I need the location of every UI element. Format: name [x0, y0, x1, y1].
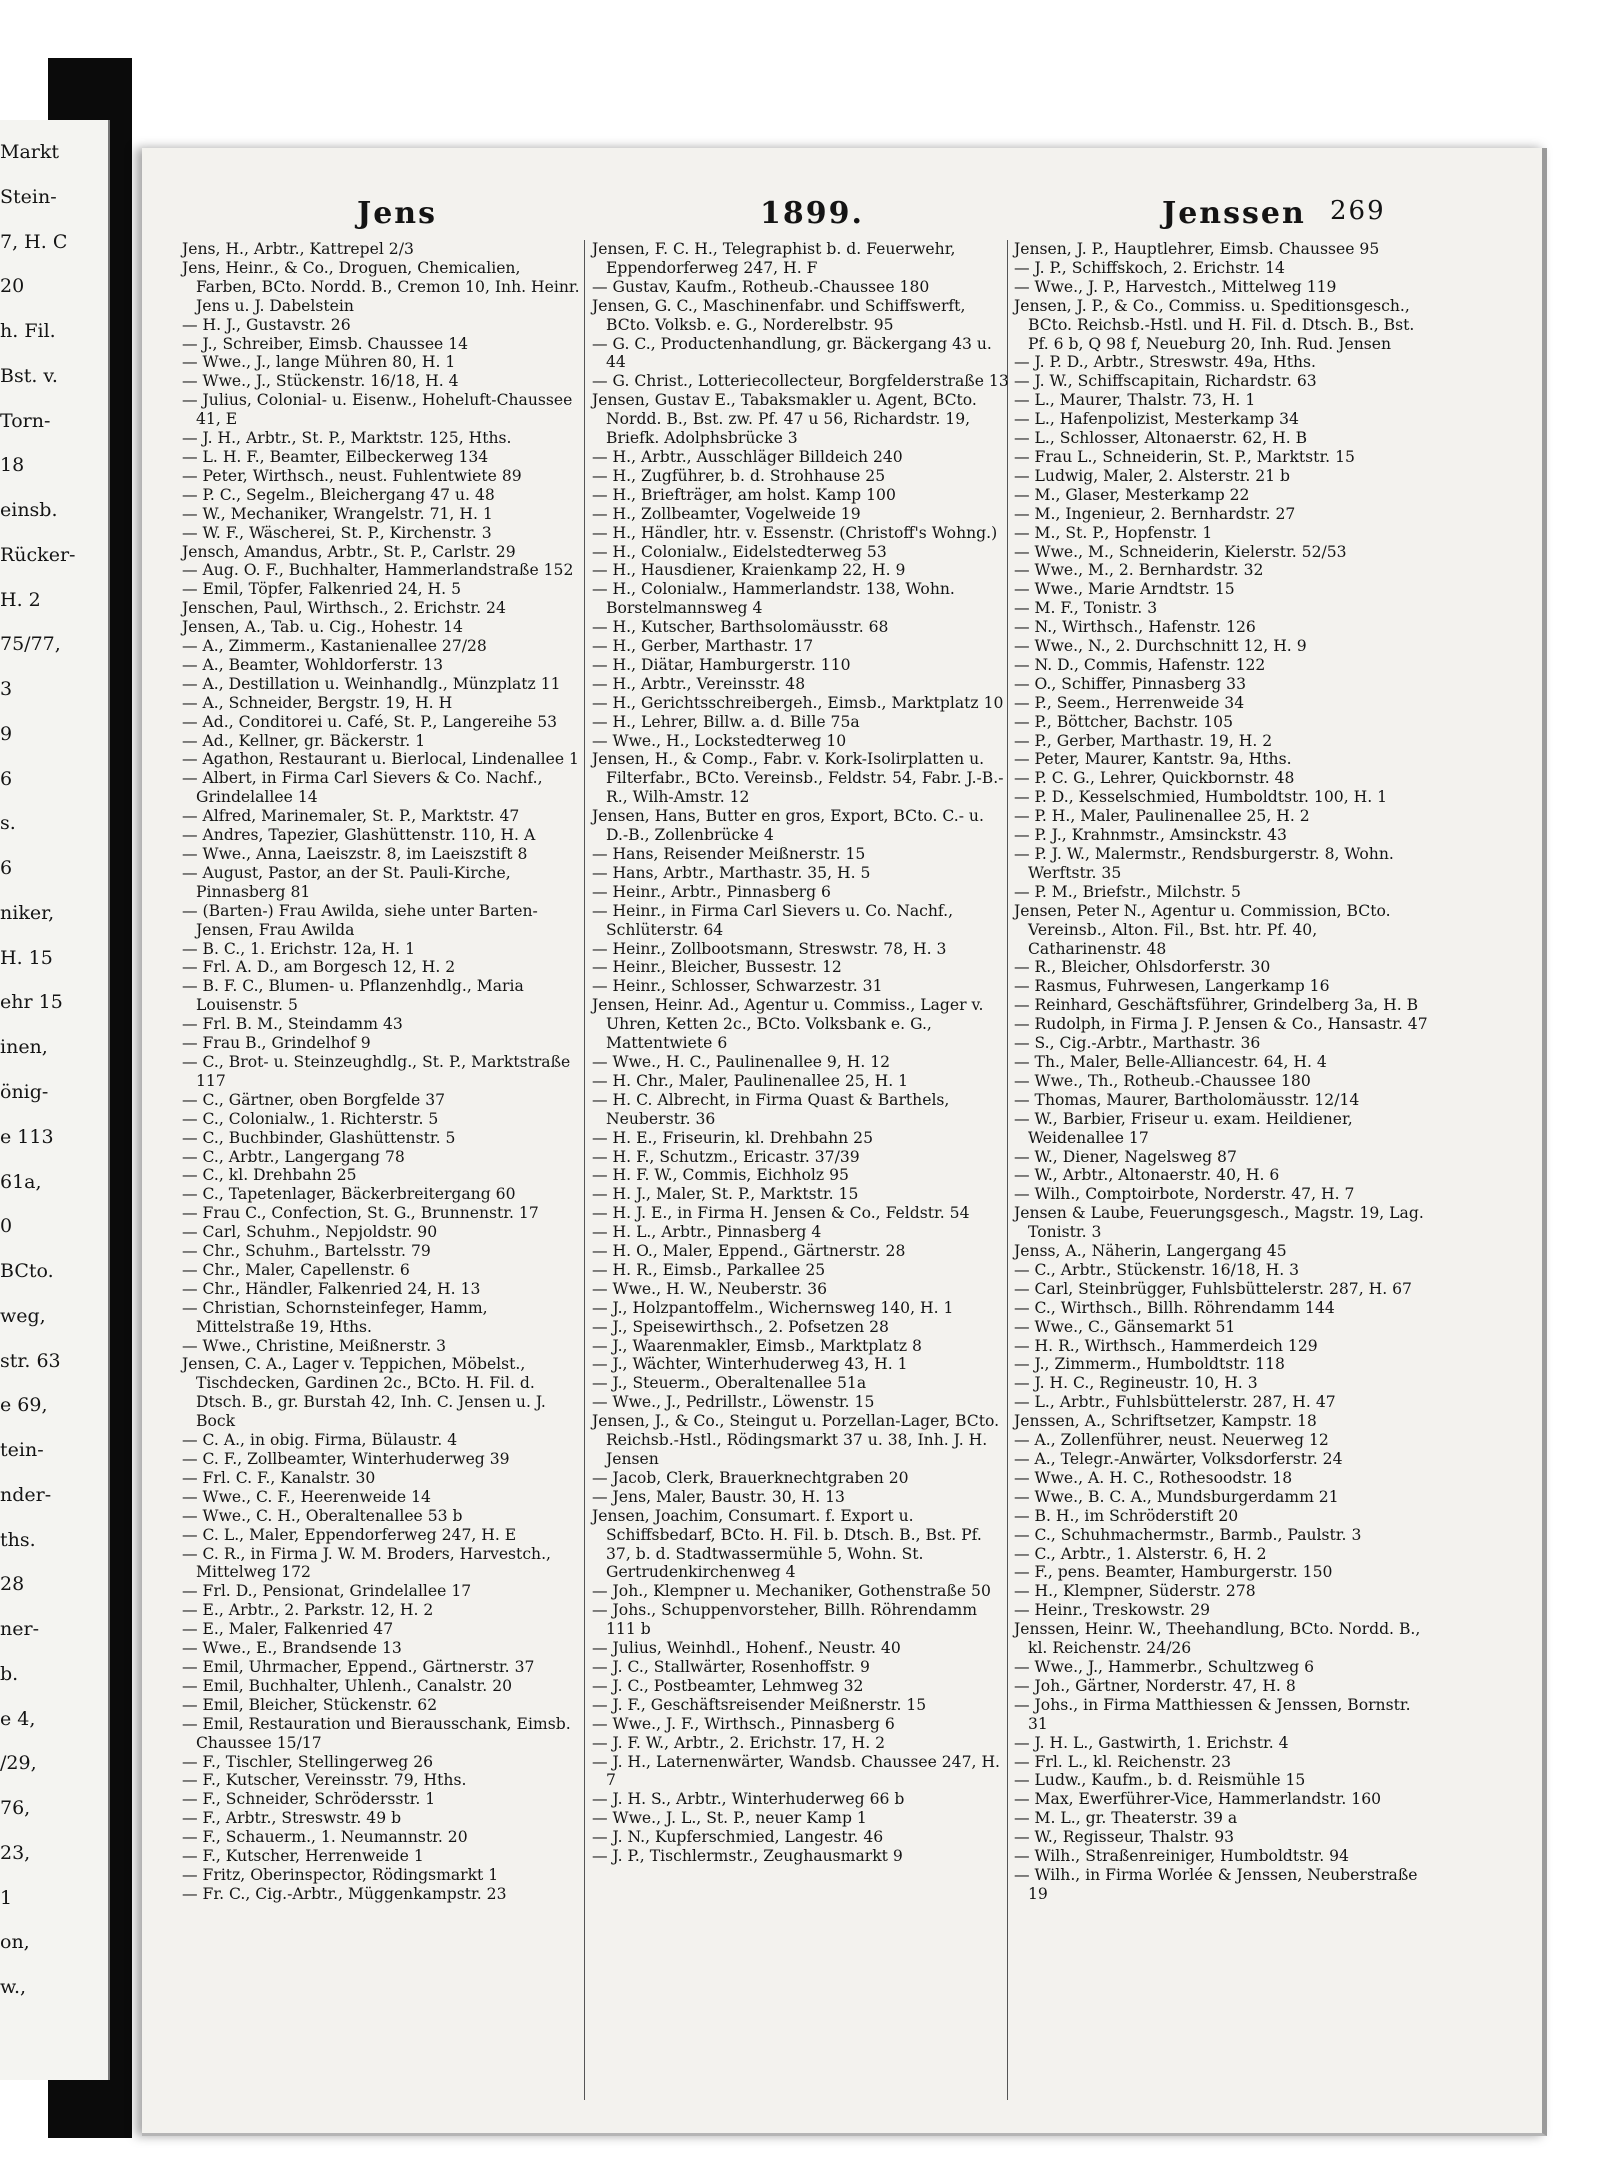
directory-entry: — P. C., Segelm., Bleichergang 47 u. 48 [182, 485, 495, 504]
directory-entry: Jensen, C. A., Lager v. Teppichen, Möbelst., Tischdecken, Gardinen 2c., BCto. H. Fil. d. Dtsch. B., gr. Burstah 42, Inh. C. Jensen u. J. Bock [182, 1355, 546, 1431]
directory-entry: — C., Gärtner, oben Borgfelde 37 [182, 1090, 446, 1109]
previous-page-fragment: e 4, [0, 1707, 36, 1730]
directory-entry: Jenssen, Heinr. W., Theehandlung, BCto. Nordd. B., kl. Reichenstr. 24/26 [1014, 1620, 1421, 1658]
directory-entry: — J. H., Arbtr., St. P., Marktstr. 125, Hths. [182, 429, 512, 448]
directory-entry: — L., Arbtr., Fuhlsbüttelerstr. 287, H. 47 [1014, 1393, 1336, 1412]
directory-entry: — P. M., Briefstr., Milchstr. 5 [1014, 882, 1241, 901]
directory-entry: — Johs., in Firma Matthiessen & Jenssen, Bornstr. 31 [1014, 1695, 1411, 1733]
previous-page-fragment: nder- [0, 1483, 52, 1506]
directory-entry: Jenssen, A., Schriftsetzer, Kampstr. 18 [1014, 1412, 1317, 1431]
directory-entry: — F., Kutscher, Herrenweide 1 [182, 1847, 424, 1866]
directory-entry: — Wilh., in Firma Worlée & Jenssen, Neuberstraße 19 [1014, 1865, 1418, 1903]
directory-entry: — P. J., Krahnmstr., Amsinckstr. 43 [1014, 826, 1287, 845]
directory-entry: — J. W., Schiffscapitain, Richardstr. 63 [1014, 372, 1317, 391]
directory-entry: Jensen, Joachim, Consumart. f. Export u. Schiffsbedarf, BCto. H. Fil. b. Dtsch. B., Bst. Pf. 37, b. d. Stadtwassermühle 5, Wohn. St. Gertrudenkirchenweg 4 [592, 1506, 982, 1582]
directory-entry: — Alfred, Marinemaler, St. P., Marktstr. 47 [182, 807, 520, 826]
previous-page-fragment: 1 [0, 1886, 13, 1909]
directory-entry: — C., Arbtr., 1. Alsterstr. 6, H. 2 [1014, 1544, 1267, 1563]
directory-entry: Jensen, Peter N., Agentur u. Commission, BCto. Vereinsb., Alton. Fil., Bst. htr. Pf. 40, Catharinenstr. 48 [1014, 901, 1391, 958]
directory-entry: Jensch, Amandus, Arbtr., St. P., Carlstr. 29 [182, 542, 516, 561]
directory-entry: — Frau L., Schneiderin, St. P., Marktstr. 15 [1014, 447, 1355, 466]
directory-entry: — L., Schlosser, Altonaerstr. 62, H. B [1014, 429, 1308, 448]
previous-page-fragment: H. 15 [0, 946, 53, 969]
directory-entry: — N., Wirthsch., Hafenstr. 126 [1014, 618, 1256, 637]
previous-page-fragment: 18 [0, 454, 25, 477]
directory-entry: — B. H., im Schröderstift 20 [1014, 1506, 1239, 1525]
directory-entry: — H., Gerichtsschreibergeh., Eimsb., Marktplatz 10 [592, 693, 1004, 712]
directory-entry: — Frl. B. M., Steindamm 43 [182, 1015, 403, 1034]
directory-entry: — C. A., in obig. Firma, Bülaustr. 4 [182, 1431, 458, 1450]
directory-entry: — A., Schneider, Bergstr. 19, H. H [182, 693, 453, 712]
directory-entry: — J., Steuerm., Oberaltenallee 51a [592, 1374, 867, 1393]
directory-entry: — H. R., Eimsb., Parkallee 25 [592, 1260, 826, 1279]
directory-entry: — J. H. S., Arbtr., Winterhuderweg 66 b [592, 1790, 905, 1809]
directory-entry: — H. F. W., Commis, Eichholz 95 [592, 1166, 849, 1185]
directory-entry: — Chr., Maler, Capellenstr. 6 [182, 1260, 410, 1279]
directory-entry: — Wwe., N., 2. Durchschnitt 12, H. 9 [1014, 637, 1307, 656]
directory-entry: — W., Arbtr., Altonaerstr. 40, H. 6 [1014, 1166, 1280, 1185]
directory-entry: — Albert, in Firma Carl Sievers & Co. Nachf., Grindelallee 14 [182, 769, 543, 807]
directory-entry: — Jacob, Clerk, Brauerknechtgraben 20 [592, 1468, 909, 1487]
directory-entry: Jenss, A., Näherin, Langergang 45 [1014, 1242, 1287, 1261]
directory-entry: — W., Regisseur, Thalstr. 93 [1014, 1828, 1235, 1847]
directory-entry: — Gustav, Kaufm., Rotheub.-Chaussee 180 [592, 277, 930, 296]
directory-entry: — G. Christ., Lotteriecollecteur, Borgfelderstraße 13 [592, 372, 1009, 391]
directory-entry: — C. R., in Firma J. W. M. Broders, Harvestch., Mittelweg 172 [182, 1544, 552, 1582]
directory-entry: — Heinr., Treskowstr. 29 [1014, 1601, 1211, 1620]
previous-page-fragment: Bst. v. [0, 364, 58, 387]
column-divider [584, 240, 585, 2100]
previous-page-fragment: e 113 [0, 1125, 54, 1148]
directory-entry: — P., Böttcher, Bachstr. 105 [1014, 712, 1234, 731]
directory-entry: — L., Hafenpolizist, Mesterkamp 34 [1014, 410, 1299, 429]
directory-entry: Jensen, J., & Co., Steingut u. Porzellan-Lager, BCto. Reichsb.-Hstl., Rödingsmarkt 37 u. 38, Inh. J. H. Jensen [592, 1412, 1000, 1468]
directory-entry: — Fr. C., Cig.-Arbtr., Müggenkampstr. 23 [182, 1884, 507, 1903]
previous-page-fragment: H. 2 [0, 588, 41, 611]
directory-entry: Jensen, A., Tab. u. Cig., Hohestr. 14 [182, 618, 463, 637]
directory-entry: — Wwe., J., Stückenstr. 16/18, H. 4 [182, 372, 459, 391]
directory-entry: — Frl. C. F., Kanalstr. 30 [182, 1468, 376, 1487]
previous-page-fragment: e 69, [0, 1394, 48, 1417]
directory-entry: — H., Klempner, Süderstr. 278 [1014, 1582, 1256, 1601]
directory-entry: — H., Hausdiener, Kraienkamp 22, H. 9 [592, 561, 906, 580]
directory-entry: — Wwe., Christine, Meißnerstr. 3 [182, 1336, 447, 1355]
previous-page-fragment: 28 [0, 1573, 25, 1596]
directory-entry: — Ludwig, Maler, 2. Alsterstr. 21 b [1014, 466, 1291, 485]
directory-entry: — Julius, Weinhdl., Hohenf., Neustr. 40 [592, 1639, 901, 1658]
directory-entry: — Rudolph, in Firma J. P. Jensen & Co., Hansastr. 47 [1014, 1015, 1428, 1034]
directory-entry: — G. C., Productenhandlung, gr. Bäckergang 43 u. 44 [592, 334, 992, 372]
directory-entry: Jensen & Laube, Feuerungsgesch., Magstr. 19, Lag. Tonistr. 3 [1014, 1204, 1424, 1242]
directory-entry: — N. D., Commis, Hafenstr. 122 [1014, 655, 1266, 674]
directory-entry: — H., Diätar, Hamburgerstr. 110 [592, 655, 851, 674]
directory-entry: — S., Cig.-Arbtr., Marthastr. 36 [1014, 1034, 1261, 1053]
directory-entry: — J., Waarenmakler, Eimsb., Marktplatz 8 [592, 1336, 922, 1355]
directory-entry: — J. P. D., Arbtr., Streswstr. 49a, Hths. [1014, 353, 1316, 372]
directory-entry: — August, Pastor, an der St. Pauli-Kirche, Pinnasberg 81 [182, 863, 511, 901]
directory-entry: — Thomas, Maurer, Bartholomäusstr. 12/14 [1014, 1090, 1360, 1109]
directory-entry: — Wwe., B. C. A., Mundsburgerdamm 21 [1014, 1487, 1339, 1506]
directory-entry: — J. C., Postbeamter, Lehmweg 32 [592, 1676, 864, 1695]
directory-entry: — F., Schneider, Schrödersstr. 1 [182, 1790, 436, 1809]
previous-page-fragment: inen, [0, 1036, 48, 1059]
directory-entry: — M. F., Tonistr. 3 [1014, 599, 1158, 618]
directory-entry: — W., Mechaniker, Wrangelstr. 71, H. 1 [182, 504, 493, 523]
directory-entry: — (Barten-) Frau Awilda, siehe unter Barten-Jensen, Frau Awilda [182, 901, 538, 939]
directory-entry: — P., Gerber, Marthastr. 19, H. 2 [1014, 731, 1273, 750]
directory-entry: — Wwe., J. P., Harvestch., Mittelweg 119 [1014, 277, 1337, 296]
directory-entry: — B. F. C., Blumen- u. Pflanzenhdlg., Maria Louisenstr. 5 [182, 977, 524, 1015]
directory-entry: Jens, Heinr., & Co., Droguen, Chemicalien, Farben, BCto. Nordd. B., Cremon 10, Inh. Heinr. Jens u. J. Dabelstein [182, 258, 580, 315]
directory-entry: — Emil, Buchhalter, Uhlenh., Canalstr. 20 [182, 1676, 513, 1695]
directory-entry: — Wwe., E., Brandsende 13 [182, 1639, 402, 1658]
directory-entry: — H., Zollbeamter, Vogelweide 19 [592, 504, 861, 523]
directory-entry: — M., St. P., Hopfenstr. 1 [1014, 523, 1213, 542]
directory-entry: — Julius, Colonial- u. Eisenw., Hoheluft-Chaussee 41, E [182, 391, 573, 429]
directory-entry: — J., Zimmerm., Humboldtstr. 118 [1014, 1355, 1285, 1374]
previous-page-fragment: 75/77, [0, 633, 61, 656]
previous-page-fragment: Markt [0, 141, 60, 163]
directory-entry: — C., Arbtr., Langergang 78 [182, 1147, 405, 1166]
directory-entry: — Rasmus, Fuhrwesen, Langerkamp 16 [1014, 977, 1330, 996]
directory-entry: — M., Glaser, Mesterkamp 22 [1014, 485, 1250, 504]
previous-page-fragment: ehr 15 [0, 991, 63, 1014]
previous-page-fragment: ths. [0, 1528, 36, 1551]
directory-entry: — Ad., Kellner, gr. Bäckerstr. 1 [182, 731, 426, 750]
directory-entry: — J. N., Kupferschmied, Langestr. 46 [592, 1828, 884, 1847]
directory-entry: — Emil, Töpfer, Falkenried 24, H. 5 [182, 580, 461, 599]
directory-entry: — Christian, Schornsteinfeger, Hamm, Mittelstraße 19, Hths. [182, 1298, 488, 1336]
directory-entry: — Wwe., C. F., Heerenweide 14 [182, 1487, 431, 1506]
page-header [142, 196, 1542, 236]
directory-entry: — Emil, Restauration und Bierausschank, Eimsb. Chaussee 15/17 [182, 1714, 571, 1752]
directory-entry: — Frau B., Grindelhof 9 [182, 1034, 371, 1053]
directory-entry: — H., Arbtr., Ausschläger Billdeich 240 [592, 447, 903, 466]
previous-page-fragment: önig- [0, 1081, 49, 1103]
directory-entry: — H., Zugführer, b. d. Strohhause 25 [592, 466, 886, 485]
previous-page-fragment: Torn- [0, 409, 51, 432]
directory-entry: — H., Händler, htr. v. Essenstr. (Christoff's Wohng.) [592, 523, 998, 542]
directory-entry: — Peter, Maurer, Kantstr. 9a, Hths. [1014, 750, 1292, 769]
directory-entry: — W. F., Wäscherei, St. P., Kirchenstr. 3 [182, 523, 492, 542]
directory-entry: — H. Chr., Maler, Paulinenallee 25, H. 1 [592, 1071, 909, 1090]
previous-page-fragment: 0 [0, 1215, 13, 1238]
directory-entry: — F., Tischler, Stellingerweg 26 [182, 1752, 434, 1771]
directory-entry: — Heinr., Arbtr., Pinnasberg 6 [592, 882, 831, 901]
directory-entry: — Heinr., Schlosser, Schwarzestr. 31 [592, 977, 883, 996]
directory-entry: — Wwe., J. L., St. P., neuer Kamp 1 [592, 1809, 867, 1828]
directory-column-1 [182, 240, 582, 1904]
directory-entry: — Frl. A. D., am Borgesch 12, H. 2 [182, 958, 456, 977]
directory-entry: — Wwe., C., Gänsemarkt 51 [1014, 1317, 1236, 1336]
directory-entry: Jensen, Hans, Butter en gros, Export, BCto. C.- u. D.-B., Zollenbrücke 4 [592, 807, 984, 845]
directory-entry: — Wwe., J., Pedrillstr., Löwenstr. 15 [592, 1393, 875, 1412]
directory-entry: — Peter, Wirthsch., neust. Fuhlentwiete 89 [182, 466, 522, 485]
directory-entry: — J., Holzpantoffelm., Wichernsweg 140, H. 1 [592, 1298, 954, 1317]
directory-entry: — Th., Maler, Belle-Alliancestr. 64, H. 4 [1014, 1052, 1327, 1071]
directory-entry: — J. F., Geschäftsreisender Meißnerstr. 15 [592, 1695, 927, 1714]
directory-entry: — Wwe., H. W., Neuberstr. 36 [592, 1279, 828, 1298]
directory-entry: — J., Wächter, Winterhuderweg 43, H. 1 [592, 1355, 908, 1374]
directory-entry: — Carl, Steinbrügger, Fuhlsbüttelerstr. 287, H. 67 [1014, 1279, 1412, 1298]
directory-entry: — Heinr., Bleicher, Bussestr. 12 [592, 958, 842, 977]
directory-entry: — C., Buchbinder, Glashüttenstr. 5 [182, 1128, 456, 1147]
directory-entry: — C., Colonialw., 1. Richterstr. 5 [182, 1109, 439, 1128]
directory-entry: — F., Kutscher, Vereinsstr. 79, Hths. [182, 1771, 467, 1790]
previous-page-fragment: 3 [0, 678, 13, 701]
directory-entry: — H., Colonialw., Eidelstedterweg 53 [592, 542, 887, 561]
directory-entry: — Max, Ewerführer-Vice, Hammerlandstr. 160 [1014, 1790, 1382, 1809]
directory-entry: — H. O., Maler, Eppend., Gärtnerstr. 28 [592, 1242, 906, 1261]
directory-entry: Jenschen, Paul, Wirthsch., 2. Erichstr. 24 [182, 599, 506, 618]
directory-entry: — Joh., Klempner u. Mechaniker, Gothenstraße 50 [592, 1582, 991, 1601]
directory-entry: — H. E., Friseurin, kl. Drehbahn 25 [592, 1128, 873, 1147]
directory-entry: — J., Schreiber, Eimsb. Chaussee 14 [182, 334, 469, 353]
directory-entry: — F., Arbtr., Streswstr. 49 b [182, 1809, 402, 1828]
directory-entry: — Emil, Bleicher, Stückenstr. 62 [182, 1695, 438, 1714]
directory-entry: — Emil, Uhrmacher, Eppend., Gärtnerstr. 37 [182, 1657, 535, 1676]
directory-entry: — C., Schuhmachermstr., Barmb., Paulstr. 3 [1014, 1525, 1362, 1544]
directory-entry: — J. P., Tischlermstr., Zeughausmarkt 9 [592, 1847, 903, 1866]
directory-entry: — J. F. W., Arbtr., 2. Erichstr. 17, H. 2 [592, 1733, 886, 1752]
previous-page-fragment: Rücker- [0, 543, 76, 566]
directory-entry: — P. D., Kesselschmied, Humboldtstr. 100, H. 1 [1014, 788, 1388, 807]
directory-entry: — J. H. L., Gastwirth, 1. Erichstr. 4 [1014, 1733, 1289, 1752]
directory-entry: — L. H. F., Beamter, Eilbeckerweg 134 [182, 447, 489, 466]
directory-entry: — C., Brot- u. Steinzeughdlg., St. P., Marktstraße 117 [182, 1052, 571, 1090]
directory-entry: — Chr., Schuhm., Bartelsstr. 79 [182, 1242, 431, 1261]
previous-page-edge [0, 120, 110, 2080]
directory-entry: — Frl. L., kl. Reichenstr. 23 [1014, 1752, 1232, 1771]
directory-entry: — J. P., Schiffskoch, 2. Erichstr. 14 [1014, 258, 1285, 277]
directory-entry: — Ad., Conditorei u. Café, St. P., Langereihe 53 [182, 712, 558, 731]
directory-entry: — P. H., Maler, Paulinenallee 25, H. 2 [1014, 807, 1310, 826]
directory-entry: Jensen, H., & Comp., Fabr. v. Kork-Isolirplatten u. Filterfabr., BCto. Vereinsb., Feldstr. 54, Fabr. J.-B.-R., Wilh-Amstr. 12 [592, 750, 1004, 807]
directory-entry: — Reinhard, Geschäftsführer, Grindelberg 3a, H. B [1014, 996, 1419, 1015]
directory-entry: — H. F., Schutzm., Ericastr. 37/39 [592, 1147, 860, 1166]
directory-entry: Jens, H., Arbtr., Kattrepel 2/3 [182, 240, 414, 258]
directory-entry: — H. J., Gustavstr. 26 [182, 315, 351, 334]
directory-column-3 [1014, 240, 1432, 1904]
previous-page-fragment: 61a, [0, 1170, 42, 1193]
previous-page-fragment: 7, H. C [0, 230, 68, 253]
directory-entry: Jensen, Heinr. Ad., Agentur u. Commiss., Lager v. Uhren, Ketten 2c., BCto. Volksbank e. G., Mattentwiete 6 [592, 996, 984, 1053]
directory-entry: Jensen, J. P., & Co., Commiss. u. Speditionsgesch., BCto. Reichsb.-Hstl. und H. Fil. d. Dtsch. B., Bst. Pf. 6 b, Q 98 f, Neueburg 20, Inh. Rud. Jensen [1014, 296, 1415, 353]
directory-entry: — M., Ingenieur, 2. Bernhardstr. 27 [1014, 504, 1296, 523]
directory-entry: — J. C., Stallwärter, Rosenhoffstr. 9 [592, 1657, 870, 1676]
directory-entry: — H., Briefträger, am holst. Kamp 100 [592, 485, 896, 504]
directory-entry: — C., Arbtr., Stückenstr. 16/18, H. 3 [1014, 1260, 1300, 1279]
previous-page-fragment: 9 [0, 722, 13, 745]
directory-entry: — Wwe., Th., Rotheub.-Chaussee 180 [1014, 1071, 1311, 1090]
directory-entry: — Heinr., in Firma Carl Sievers u. Co. Nachf., Schlüterstr. 64 [592, 901, 954, 939]
directory-entry: — Wwe., J., lange Mühren 80, H. 1 [182, 353, 456, 372]
directory-entry: — Heinr., Zollbootsmann, Streswstr. 78, H. 3 [592, 939, 947, 958]
directory-entry: — Hans, Arbtr., Marthastr. 35, H. 5 [592, 863, 871, 882]
previous-page-fragment: ner- [0, 1618, 39, 1641]
directory-entry: — P. C. G., Lehrer, Quickbornstr. 48 [1014, 769, 1295, 788]
previous-page-fragment: s. [0, 812, 16, 835]
directory-entry: — Wwe., H., Lockstedterweg 10 [592, 731, 847, 750]
directory-entry: — P. J. W., Malermstr., Rendsburgerstr. 8, Wohn. Werftstr. 35 [1014, 845, 1394, 882]
directory-entry: Jensen, F. C. H., Telegraphist b. d. Feuerwehr, Eppendorferweg 247, H. F [592, 240, 956, 277]
page-number: 269 [1330, 196, 1386, 226]
directory-entry: — Joh., Gärtner, Norderstr. 47, H. 8 [1014, 1676, 1296, 1695]
directory-entry: — Aug. O. F., Buchhalter, Hammerlandstraße 152 [182, 561, 574, 580]
directory-entry: — Wwe., J. F., Wirthsch., Pinnasberg 6 [592, 1714, 895, 1733]
previous-page-fragment: niker, [0, 901, 55, 924]
directory-entry: — Wwe., M., 2. Bernhardstr. 32 [1014, 561, 1264, 580]
directory-entry: — Andres, Tapezier, Glashüttenstr. 110, H. A [182, 826, 536, 845]
previous-page-fragment: on, [0, 1931, 30, 1954]
directory-entry: — C. F., Zollbeamter, Winterhuderweg 39 [182, 1450, 510, 1468]
previous-page-fragment: tein- [0, 1439, 44, 1462]
directory-entry: Jensen, Gustav E., Tabaksmakler u. Agent, BCto. Nordd. B., Bst. zw. Pf. 47 u 56, Richardstr. 19, Briefk. Adolphsbrücke 3 [592, 391, 977, 448]
directory-entry: — H., Gerber, Marthastr. 17 [592, 637, 814, 656]
header-left-keyword: Jens [357, 196, 437, 231]
directory-entry: — R., Bleicher, Ohlsdorferstr. 30 [1014, 958, 1271, 977]
directory-entry: — Wwe., Marie Arndtstr. 15 [1014, 580, 1235, 599]
directory-entry: — F., pens. Beamter, Hamburgerstr. 150 [1014, 1563, 1333, 1582]
directory-entry: — A., Destillation u. Weinhandlg., Münzplatz 11 [182, 674, 561, 693]
directory-entry: — J. H. C., Regineustr. 10, H. 3 [1014, 1374, 1258, 1393]
directory-entry: — Fritz, Oberinspector, Rödingsmarkt 1 [182, 1865, 499, 1884]
directory-entry: — F., Schauerm., 1. Neumannstr. 20 [182, 1828, 468, 1847]
directory-entry: — Agathon, Restaurant u. Bierlocal, Lindenallee 1 [182, 750, 579, 769]
directory-entry: — Johs., Schuppenvorsteher, Billh. Röhrendamm 111 b [592, 1601, 978, 1639]
previous-page-fragment: 20 [0, 275, 25, 298]
directory-entry: — J., Speisewirthsch., 2. Pofsetzen 28 [592, 1317, 889, 1336]
directory-entry: — W., Barbier, Friseur u. exam. Heildiener, Weidenallee 17 [1014, 1109, 1353, 1147]
directory-entry: — Wwe., Anna, Laeiszstr. 8, im Laeiszstift 8 [182, 845, 528, 863]
directory-entry: — H., Lehrer, Billw. a. d. Bille 75a [592, 712, 860, 731]
directory-entry: — J. H., Laternenwärter, Wandsb. Chaussee 247, H. 7 [592, 1752, 1000, 1790]
directory-page [142, 148, 1547, 2136]
directory-entry: — M. L., gr. Theaterstr. 39 a [1014, 1809, 1238, 1828]
directory-entry: — H., Arbtr., Vereinsstr. 48 [592, 674, 806, 693]
previous-page-fragment: 76, [0, 1797, 31, 1820]
directory-entry: — Wilh., Straßenreiniger, Humboldtstr. 94 [1014, 1847, 1349, 1866]
directory-entry: — Wwe., C. H., Oberaltenallee 53 b [182, 1506, 463, 1525]
directory-entry: — Jens, Maler, Baustr. 30, H. 13 [592, 1487, 845, 1506]
previous-page-fragment: BCto. [0, 1260, 54, 1283]
previous-page-fragment: w., [0, 1976, 27, 1999]
previous-page-fragment: /29, [0, 1752, 37, 1775]
directory-entry: — H. J., Maler, St. P., Marktstr. 15 [592, 1185, 859, 1204]
directory-entry: — Carl, Schuhm., Nepjoldstr. 90 [182, 1223, 438, 1242]
header-right-keyword: Jenssen [1162, 196, 1306, 231]
directory-entry: — B. C., 1. Erichstr. 12a, H. 1 [182, 939, 416, 958]
previous-page-fragment: 23, [0, 1841, 31, 1864]
directory-entry: — W., Diener, Nagelsweg 87 [1014, 1147, 1237, 1166]
directory-entry: — Frau C., Confection, St. G., Brunnenstr. 17 [182, 1204, 539, 1223]
directory-entry: — A., Zollenführer, neust. Neuerweg 12 [1014, 1431, 1329, 1450]
directory-entry: — A., Zimmerm., Kastanienallee 27/28 [182, 637, 487, 656]
previous-page-fragment: einsb. [0, 499, 58, 522]
directory-entry: — H. R., Wirthsch., Hammerdeich 129 [1014, 1336, 1318, 1355]
directory-entry: — C., Tapetenlager, Bäckerbreitergang 60 [182, 1185, 516, 1204]
directory-entry: Jensen, G. C., Maschinenfabr. und Schiffswerft, BCto. Volksb. e. G., Norderelbstr. 95 [592, 296, 966, 334]
previous-page-fragment: 6 [0, 857, 13, 880]
directory-entry: — Frl. D., Pensionat, Grindelallee 17 [182, 1582, 472, 1601]
directory-entry: Jensen, J. P., Hauptlehrer, Eimsb. Chaussee 95 [1014, 240, 1380, 258]
directory-entry: — Wwe., A. H. C., Rothesoodstr. 18 [1014, 1468, 1293, 1487]
directory-entry: — Ludw., Kaufm., b. d. Reismühle 15 [1014, 1771, 1306, 1790]
header-year: 1899. [760, 196, 864, 231]
previous-page-fragment: b. [0, 1662, 19, 1685]
previous-page-fragment: weg, [0, 1304, 46, 1327]
directory-entry: — O., Schiffer, Pinnasberg 33 [1014, 674, 1247, 693]
previous-page-fragment: Stein- [0, 185, 57, 208]
directory-entry: — A., Telegr.-Anwärter, Volksdorferstr. 24 [1014, 1450, 1343, 1468]
directory-entry: — H., Kutscher, Barthsolomäusstr. 68 [592, 618, 889, 637]
previous-page-fragment: h. Fil. [0, 320, 56, 343]
directory-entry: — Wwe., M., Schneiderin, Kielerstr. 52/53 [1014, 542, 1347, 561]
directory-entry: — H., Colonialw., Hammerlandstr. 138, Wohn. Borstelmannsweg 4 [592, 580, 955, 618]
directory-entry: — Wilh., Comptoirbote, Norderstr. 47, H. 7 [1014, 1185, 1355, 1204]
directory-entry: — C., Wirthsch., Billh. Röhrendamm 144 [1014, 1298, 1335, 1317]
directory-entry: — C., kl. Drehbahn 25 [182, 1166, 357, 1185]
directory-entry: — Chr., Händler, Falkenried 24, H. 13 [182, 1279, 481, 1298]
directory-entry: — H. C. Albrecht, in Firma Quast & Barthels, Neuberstr. 36 [592, 1090, 950, 1128]
previous-page-fragment: 6 [0, 767, 13, 790]
directory-entry: — E., Maler, Falkenried 47 [182, 1620, 394, 1639]
directory-entry: — L., Maurer, Thalstr. 73, H. 1 [1014, 391, 1256, 410]
directory-entry: — H. J. E., in Firma H. Jensen & Co., Feldstr. 54 [592, 1204, 970, 1223]
previous-page-fragment: str. 63 [0, 1349, 61, 1372]
directory-entry: — C. L., Maler, Eppendorferweg 247, H. E [182, 1525, 517, 1544]
directory-entry: — H. L., Arbtr., Pinnasberg 4 [592, 1223, 822, 1242]
directory-column-2 [592, 240, 1010, 1866]
directory-entry: — Wwe., J., Hammerbr., Schultzweg 6 [1014, 1657, 1315, 1676]
directory-entry: — E., Arbtr., 2. Parkstr. 12, H. 2 [182, 1601, 434, 1620]
directory-entry: — A., Beamter, Wohldorferstr. 13 [182, 655, 444, 674]
directory-entry: — P., Seem., Herrenweide 34 [1014, 693, 1245, 712]
directory-entry: — Wwe., H. C., Paulinenallee 9, H. 12 [592, 1052, 891, 1071]
directory-entry: — Hans, Reisender Meißnerstr. 15 [592, 845, 866, 863]
